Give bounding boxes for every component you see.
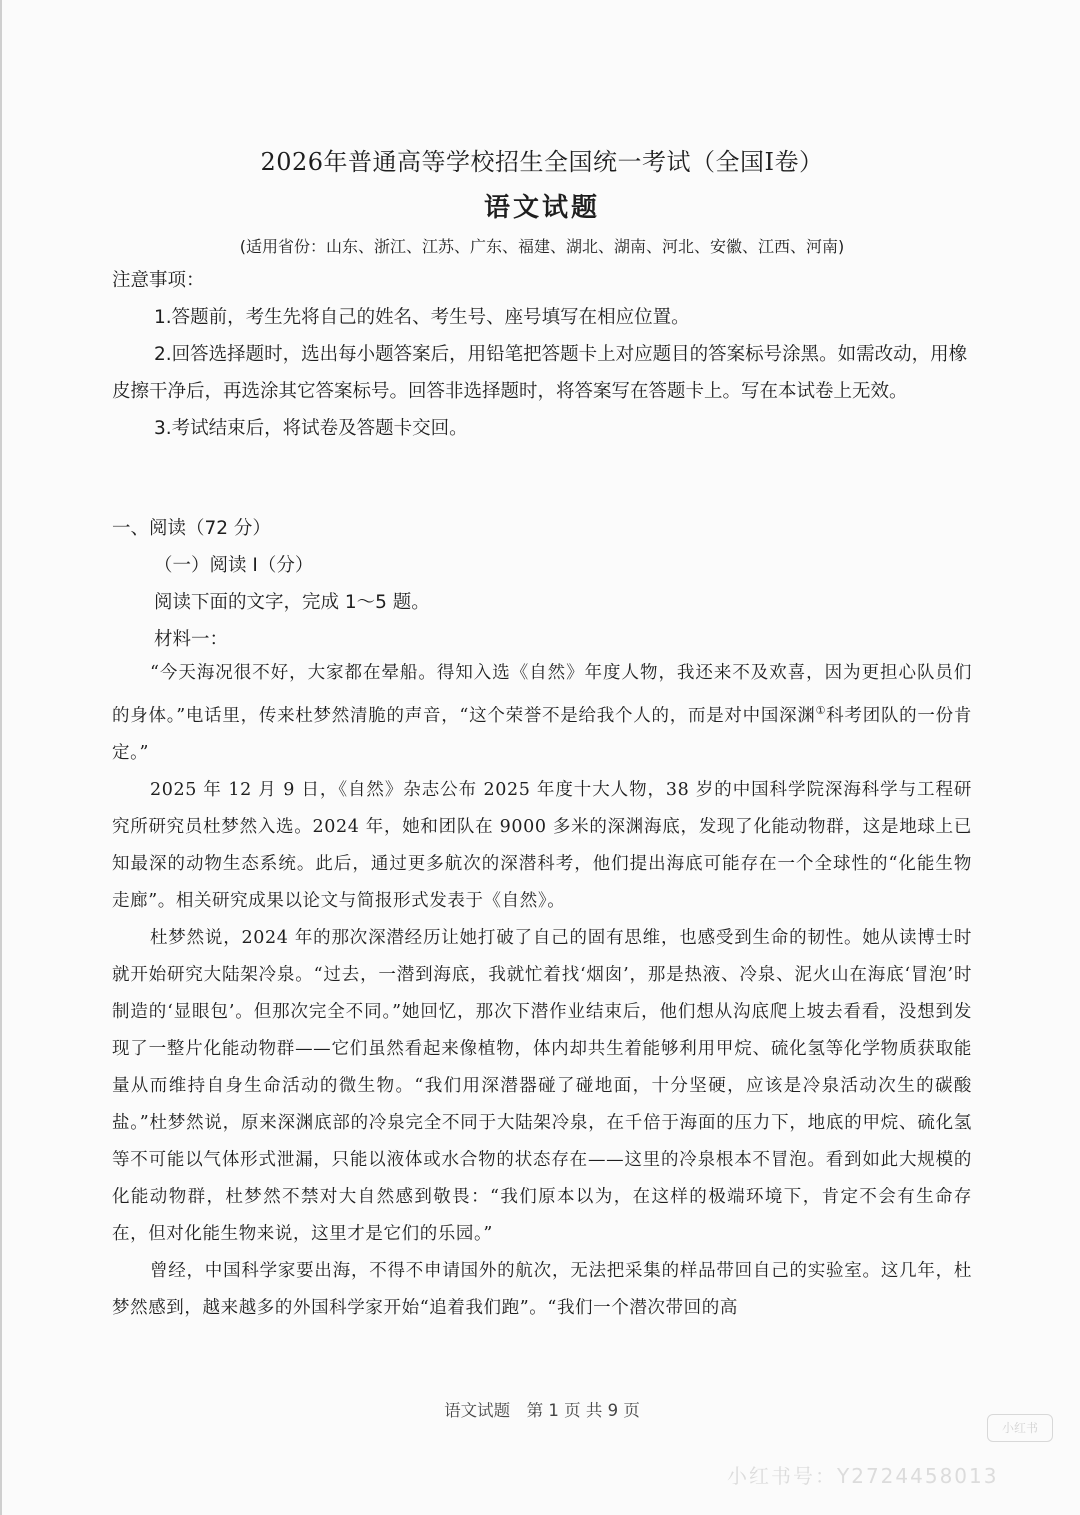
section-instruction: 阅读下面的文字，完成 1～5 题。: [154, 592, 430, 613]
article-paragraph-3: 杜梦然说，2024 年的那次深潜经历让她打破了自己的固有思维，也感受到生命的韧性。她从读博士时就开始研究大陆架冷泉。“过去，一潜到海底，我就忙着找‘烟囱’，那是热液、冷泉、泥火山在海底‘冒泡’时制造的‘显眼包’。但那次完全不同。”她回忆，那次下潜作业结束后，他们想从沟底爬上坡去看看，没想到发现了一整片化能动物群——它们虽然看起来像植物，体内却共生着能够利用甲烷、硫化氢等化学物质获取能量从而维持自身生命活动的微生物。“我们用深潜器碰了碰地面，十分坚硬，应该是冷泉活动次生的碳酸盐。”杜梦然说，原来深渊底部的冷泉完全不同于大陆架冷泉，在千倍于海面的压力下，地底的甲烷、硫化氢等不可能以气体形式泄漏，只能以液体或水合物的状态存在——这里的冷泉根本不冒泡。看到如此大规模的化能动物群，杜梦然不禁对大自然感到敬畏：“我们原本以为，在这样的极端环境下，肯定不会有生命存在，但对化能生物来说，这里才是它们的乐园。”: [112, 927, 972, 1244]
exam-title: 2026年普通高等学校招生全国统一考试（全国Ⅰ卷）: [260, 148, 824, 176]
subject-title: 语文试题: [483, 193, 600, 223]
footnote-marker: ①: [815, 704, 827, 717]
section-sub-heading: （一）阅读 I（分）: [154, 555, 314, 576]
section-block: [112, 510, 972, 658]
article-paragraph-1: [112, 655, 972, 772]
article-paragraph-4: 曾经，中国科学家要出海，不得不申请国外的航次，无法把采集的样品带回自己的实验室。这几年，杜梦然感到，越来越多的外国科学家开始“追着我们跑”。“我们一个潜次带回的高: [112, 1260, 972, 1318]
article-p1-text-end: 科考团队的一份肯定。”: [112, 705, 972, 763]
article-paragraph-2: 2025 年 12 月 9 日，《自然》杂志公布 2025 年度十大人物，38 岁的中国科学院深海科学与工程研究所研究员杜梦然入选。2024 年，她和团队在 9000 多米的深渊海底，发现了化能动物群，这是地球上已知最深的动物生态系统。此后，通过更多航次的深潜科考，他们提出海底可能存在一个全球性的“化能生物走廊”。相关研究成果以论文与简报形式发表于《自然》。: [112, 779, 972, 911]
notice-heading: 注意事项：: [112, 270, 205, 291]
section-heading: 一、阅读（72 分）: [112, 518, 271, 539]
applicable-provinces: (适用省份：山东、浙江、江苏、广东、福建、湖北、湖南、河北、安徽、江西、河南): [239, 237, 845, 256]
notice-block: [112, 262, 972, 447]
article-p1-text: “今天海况很不好，大家都在晕船。得知入选《自然》年度人物，我还来不及欢喜，因为更担心队员们的身体。”电话里，传来杜梦然清脆的声音，“这个荣誉不是给我个人的，而是对中国深渊: [112, 663, 972, 726]
notice-item-2: 2.回答选择题时，选出每小题答案后，用铅笔把答题卡上对应题目的答案标号涂黑。如需改动，用橡皮擦干净后，再选涂其它答案标号。回答非选择题时，将答案写在答题卡上。写在本试卷上无效。: [112, 344, 968, 402]
watermark-logo: 小红书: [987, 1414, 1053, 1442]
notice-item-3: 3.考试结束后，将试卷及答题卡交回。: [154, 418, 468, 439]
page-footer: 语文试题 第 1 页 共 9 页: [444, 1401, 640, 1420]
article-body: [112, 655, 972, 1327]
watermark-id: 小红书号：Y2724458013: [727, 1464, 999, 1488]
notice-item-1: 1.答题前，考生先将自己的姓名、考生号、座号填写在相应位置。: [154, 307, 690, 328]
material-label: 材料一：: [154, 629, 229, 650]
